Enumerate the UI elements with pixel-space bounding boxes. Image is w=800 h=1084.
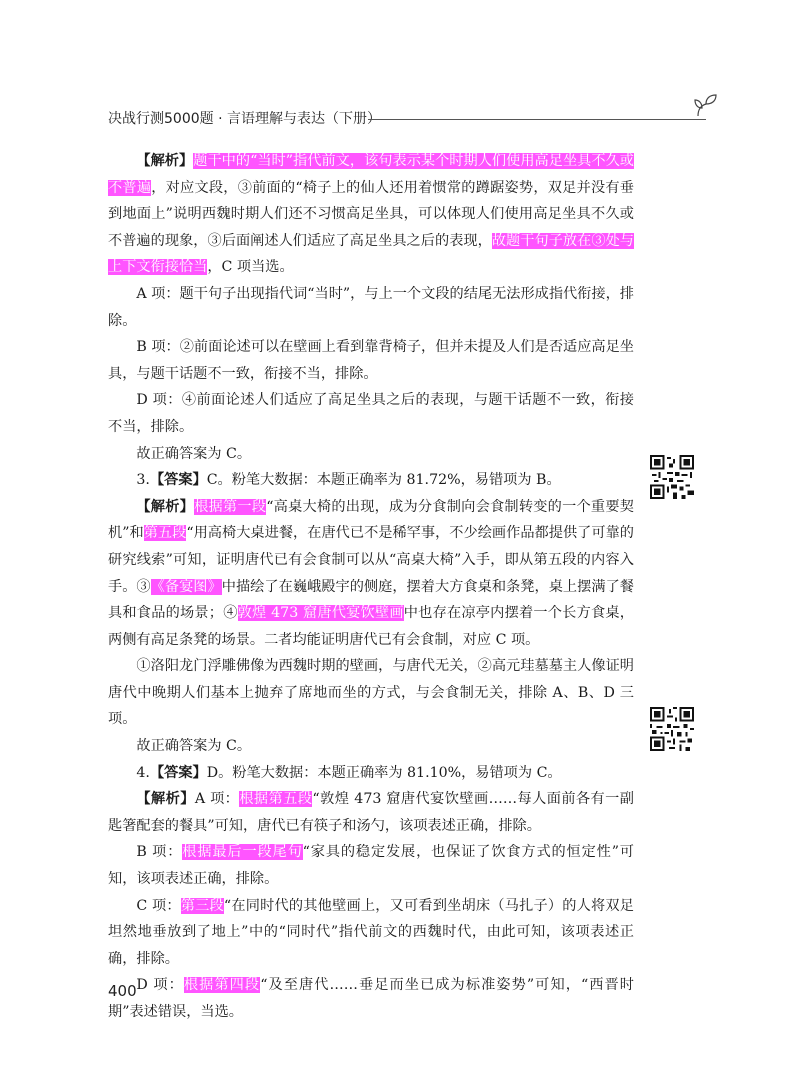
paragraph-option-a: A 项：题干句子出现指代词“当时”，与上一个文段的结尾无法形成指代衔接，排除。 (108, 285, 634, 329)
question-number: 3. (136, 472, 150, 489)
highlight: 《备宴图》 (150, 578, 222, 595)
paragraph-analysis-4c (108, 893, 634, 973)
header-title: 决战行测5000题 · 言语理解与表达（下册） (108, 111, 381, 127)
text: “及至唐代……垂足而坐已成为标准姿势”可知，“西晋时期”表述错误，当选。 (108, 977, 634, 1020)
paragraph-conclusion: 故正确答案为 C。 (136, 445, 252, 462)
text: C 项： (136, 897, 181, 914)
text: “用高椅大桌进餐，在唐代已不是稀罕事，不少绘画作品都提供了可靠的研究线索”可知，证明唐代已有会食制可以从“高桌大椅”入手，即从第五段的内容入手。③ (108, 525, 634, 595)
text: B 项： (136, 844, 183, 861)
answer-text: C。粉笔大数据：本题正确率为 81.72%，易错项为 B。 (206, 472, 561, 489)
paragraph-answer-3 (108, 467, 634, 494)
highlight: 第五段 (143, 525, 187, 542)
text: 中也存在凉亭内摆着一个长方食桌，两侧有高足条凳的场景。二者均能证明唐代已有会食制，对应 C 项。 (108, 605, 634, 648)
answer-label: 【答案】 (149, 472, 207, 489)
qr-code-icon[interactable] (650, 455, 694, 499)
text: D 项： (136, 977, 184, 994)
paragraph-option-d: D 项：④前面论述人们适应了高足坐具之后的表现，与题干话题不一致，衔接不当，排除。 (108, 392, 634, 435)
highlight: 根据第一段 (194, 498, 267, 515)
paragraph-option-b: B 项：②前面论述可以在壁画上看到靠背椅子，但并未提及人们是否适应高足坐具，与题干话题不一致，衔接不当，排除。 (108, 339, 634, 382)
analysis-label: 【解析】 (136, 153, 194, 169)
text: A 项： (194, 791, 240, 808)
question-number: 4. (136, 764, 150, 781)
page-number: 400 (108, 982, 137, 1000)
paragraph-analysis-3 (108, 494, 634, 654)
paragraph-conclusion: 故正确答案为 C。 (136, 738, 252, 755)
answer-label: 【答案】 (149, 764, 207, 781)
answer-text: D。粉笔大数据：本题正确率为 81.10%，易错项为 C。 (206, 764, 562, 781)
highlight: 故题干句子放在③处与上下文衔接恰当 (108, 232, 634, 276)
highlight: 根据第四段 (183, 977, 261, 994)
qr-code-icon[interactable] (650, 707, 694, 751)
text: “敦煌 473 窟唐代宴饮壁画……每人面前各有一副匙箸配套的餐具”可知，唐代已有筷子和汤勺，该项表述正确，排除。 (108, 791, 634, 834)
text: ，对应文段，③前面的“椅子上的仙人还用着惯常的蹲踞姿势，双足并没有垂到地面上”说明西魏时期人们还不习惯高足坐具，可以体现人们使用高足坐具不久或不普遍的现象，③后面阐述人们适应了高足坐具之后的表现， (108, 179, 634, 249)
paragraph-analysis-4b (108, 839, 634, 892)
highlight: 敦煌 473 窟唐代宴饮壁画 (237, 605, 404, 622)
sprout-icon (694, 92, 720, 118)
paragraph-answer-4 (108, 760, 634, 787)
text: ，C 项当选。 (207, 259, 294, 276)
analysis-label: 【解析】 (136, 498, 195, 515)
highlight: 根据第五段 (239, 791, 313, 808)
highlight: 题干中的“当时”指代前文，该句表示某个时期人们使用高足坐具不久或不普遍 (108, 153, 634, 196)
text: 中描绘了在巍峨殿宇的侧庭，摆着大方食桌和条凳，桌上摆满了餐具和食品的场景；④ (108, 578, 634, 622)
running-header (108, 108, 720, 130)
paragraph-analysis-4d (108, 972, 634, 1025)
paragraph-analysis-2 (108, 148, 634, 281)
analysis-label: 【解析】 (136, 791, 195, 808)
text: “家具的稳定发展，也保证了饮食方式的恒定性”可知，该项表述正确，排除。 (108, 844, 634, 888)
text: “高桌大椅的出现，成为分食制向会食制转变的一个重要契机”和 (108, 498, 634, 542)
paragraph-analysis-4a (108, 786, 634, 839)
header-rule (368, 119, 706, 120)
answer-explanations (108, 148, 634, 1026)
highlight: 根据最后一段尾句 (182, 844, 303, 861)
highlight: 第三段 (180, 897, 224, 914)
paragraph-exclusion: ①洛阳龙门浮雕佛像为西魏时期的壁画，与唐代无关，②高元珪墓墓主人像证明唐代中晚期人们基本上抛弃了席地而坐的方式，与会食制无关，排除 A、B、D 三项。 (108, 658, 634, 728)
text: “在同时代的其他壁画上，又可看到坐胡床（马扎子）的人将双足坦然地垂放到了地上”中的“同时代”指代前文的西魏时代，由此可知，该项表述正确，排除。 (108, 897, 634, 967)
